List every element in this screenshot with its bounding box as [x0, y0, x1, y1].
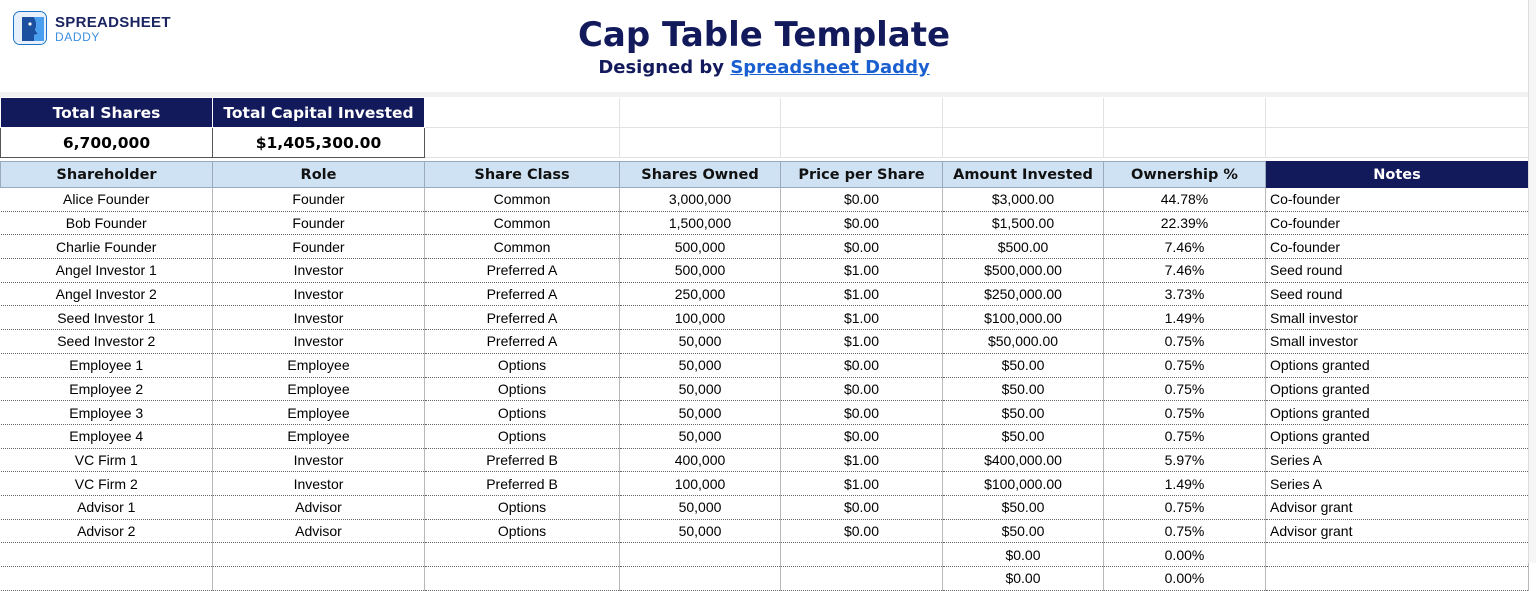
empty-cell[interactable] [620, 98, 781, 128]
cell-role[interactable]: Investor [213, 448, 425, 472]
empty-cell[interactable] [781, 98, 943, 128]
cell-amount-invested[interactable]: $50.00 [943, 377, 1104, 401]
table-row [1, 330, 1529, 354]
total-capital-value[interactable]: $1,405,300.00 [213, 128, 425, 158]
column-header-row [1, 162, 1529, 188]
cell-role[interactable]: Advisor [213, 519, 425, 543]
cell-shareholder[interactable]: Angel Investor 2 [1, 282, 213, 306]
cell-price-per-share[interactable]: $0.00 [781, 401, 943, 425]
cell-notes[interactable]: Small investor [1266, 330, 1529, 354]
cell-price-per-share[interactable] [781, 567, 943, 591]
cell-share-class[interactable]: Options [425, 401, 620, 425]
cell-amount-invested[interactable]: $50.00 [943, 353, 1104, 377]
table-row [1, 519, 1529, 543]
total-shares-label: Total Shares [1, 98, 213, 128]
cell-role[interactable]: Investor [213, 472, 425, 496]
cell-notes[interactable]: Advisor grant [1266, 495, 1529, 519]
col-header-share-class[interactable]: Share Class [425, 162, 620, 188]
cell-notes[interactable]: Co-founder [1266, 188, 1529, 212]
cell-amount-invested[interactable]: $500.00 [943, 235, 1104, 259]
table-row [1, 377, 1529, 401]
cell-ownership[interactable]: 0.00% [1104, 567, 1266, 591]
col-header-shares-owned[interactable]: Shares Owned [620, 162, 781, 188]
cell-ownership[interactable]: 1.49% [1104, 306, 1266, 330]
cell-price-per-share[interactable]: $0.00 [781, 495, 943, 519]
cell-shares-owned[interactable]: 500,000 [620, 259, 781, 283]
cell-role[interactable]: Employee [213, 353, 425, 377]
cell-shares-owned[interactable]: 100,000 [620, 472, 781, 496]
empty-cell[interactable] [781, 128, 943, 158]
cell-shares-owned[interactable] [620, 567, 781, 591]
cell-notes[interactable]: Options granted [1266, 377, 1529, 401]
cell-shareholder[interactable]: VC Firm 2 [1, 472, 213, 496]
cell-shareholder[interactable]: VC Firm 1 [1, 448, 213, 472]
cell-shareholder[interactable]: Employee 3 [1, 401, 213, 425]
cell-shares-owned[interactable]: 250,000 [620, 282, 781, 306]
empty-cell[interactable] [1104, 128, 1266, 158]
cell-shares-owned[interactable]: 50,000 [620, 519, 781, 543]
total-capital-label: Total Capital Invested [213, 98, 425, 128]
cell-share-class[interactable]: Options [425, 519, 620, 543]
cell-price-per-share[interactable]: $0.00 [781, 235, 943, 259]
cell-role[interactable]: Employee [213, 377, 425, 401]
spreadsheet-daddy-link[interactable]: Spreadsheet Daddy [730, 57, 930, 78]
cell-shareholder[interactable]: Advisor 2 [1, 519, 213, 543]
cap-table [0, 161, 1529, 591]
cell-price-per-share[interactable]: $1.00 [781, 448, 943, 472]
cell-price-per-share[interactable]: $1.00 [781, 282, 943, 306]
page-header [0, 0, 1536, 96]
cell-ownership[interactable]: 7.46% [1104, 259, 1266, 283]
cell-role[interactable]: Investor [213, 259, 425, 283]
cell-shareholder[interactable]: Bob Founder [1, 211, 213, 235]
cell-shareholder[interactable]: Employee 4 [1, 424, 213, 448]
cell-shareholder[interactable]: Charlie Founder [1, 235, 213, 259]
cell-notes[interactable]: Options granted [1266, 424, 1529, 448]
cell-amount-invested[interactable]: $50,000.00 [943, 330, 1104, 354]
col-header-shareholder[interactable]: Shareholder [1, 162, 213, 188]
col-header-notes[interactable]: Notes [1266, 162, 1529, 188]
table-row [1, 188, 1529, 212]
table-row [1, 306, 1529, 330]
cell-price-per-share[interactable]: $0.00 [781, 519, 943, 543]
cell-notes[interactable]: Options granted [1266, 401, 1529, 425]
cell-price-per-share[interactable]: $1.00 [781, 330, 943, 354]
cell-shares-owned[interactable]: 50,000 [620, 330, 781, 354]
cell-notes[interactable]: Advisor grant [1266, 519, 1529, 543]
cell-share-class[interactable]: Options [425, 377, 620, 401]
table-row [1, 353, 1529, 377]
cell-shareholder[interactable]: Employee 1 [1, 353, 213, 377]
cell-ownership[interactable]: 0.75% [1104, 495, 1266, 519]
cell-price-per-share[interactable]: $1.00 [781, 306, 943, 330]
empty-cell[interactable] [425, 98, 620, 128]
cell-notes[interactable]: Options granted [1266, 353, 1529, 377]
cell-share-class[interactable]: Preferred A [425, 282, 620, 306]
empty-cell[interactable] [1266, 98, 1529, 128]
empty-cell[interactable] [943, 128, 1104, 158]
cell-notes[interactable] [1266, 567, 1529, 591]
cell-ownership[interactable]: 1.49% [1104, 472, 1266, 496]
cell-share-class[interactable] [425, 567, 620, 591]
cell-shares-owned[interactable]: 50,000 [620, 424, 781, 448]
cell-amount-invested[interactable]: $0.00 [943, 543, 1104, 567]
cell-shareholder[interactable]: Employee 2 [1, 377, 213, 401]
cell-amount-invested[interactable]: $100,000.00 [943, 472, 1104, 496]
cell-notes[interactable]: Series A [1266, 472, 1529, 496]
logo-text-spreadsheet: SPREADSHEET [55, 14, 171, 31]
cell-share-class[interactable]: Preferred B [425, 472, 620, 496]
empty-cell[interactable] [620, 128, 781, 158]
cell-amount-invested[interactable]: $100,000.00 [943, 306, 1104, 330]
table-row [1, 401, 1529, 425]
cell-price-per-share[interactable]: $0.00 [781, 211, 943, 235]
cell-shares-owned[interactable]: 100,000 [620, 306, 781, 330]
table-row [1, 259, 1529, 283]
col-header-role[interactable]: Role [213, 162, 425, 188]
table-row [1, 567, 1529, 591]
cell-shareholder[interactable]: Alice Founder [1, 188, 213, 212]
cell-amount-invested[interactable]: $500,000.00 [943, 259, 1104, 283]
cell-amount-invested[interactable]: $1,500.00 [943, 211, 1104, 235]
cell-share-class[interactable]: Preferred A [425, 259, 620, 283]
scrollbar-track[interactable] [1528, 0, 1536, 563]
cell-notes[interactable]: Small investor [1266, 306, 1529, 330]
cell-notes[interactable]: Series A [1266, 448, 1529, 472]
table-row [1, 282, 1529, 306]
summary-table [0, 97, 1529, 158]
cell-shares-owned[interactable]: 500,000 [620, 235, 781, 259]
col-header-price-per-share[interactable]: Price per Share [781, 162, 943, 188]
cell-ownership[interactable]: 3.73% [1104, 282, 1266, 306]
cell-shares-owned[interactable]: 1,500,000 [620, 211, 781, 235]
cell-ownership[interactable]: 0.75% [1104, 519, 1266, 543]
empty-cell[interactable] [943, 98, 1104, 128]
cell-ownership[interactable]: 7.46% [1104, 235, 1266, 259]
table-row [1, 211, 1529, 235]
cell-role[interactable]: Founder [213, 188, 425, 212]
cell-role[interactable]: Employee [213, 424, 425, 448]
cell-role[interactable]: Founder [213, 235, 425, 259]
cell-price-per-share[interactable]: $0.00 [781, 188, 943, 212]
cell-ownership[interactable]: 0.75% [1104, 424, 1266, 448]
cell-role[interactable] [213, 567, 425, 591]
cell-ownership[interactable]: 5.97% [1104, 448, 1266, 472]
cell-share-class[interactable]: Preferred B [425, 448, 620, 472]
cell-price-per-share[interactable]: $1.00 [781, 259, 943, 283]
empty-cell[interactable] [1104, 98, 1266, 128]
cell-price-per-share[interactable]: $0.00 [781, 353, 943, 377]
table-row [1, 448, 1529, 472]
cell-ownership[interactable]: 0.75% [1104, 330, 1266, 354]
cell-amount-invested[interactable]: $0.00 [943, 567, 1104, 591]
cell-shareholder[interactable]: Advisor 1 [1, 495, 213, 519]
cell-amount-invested[interactable]: $50.00 [943, 424, 1104, 448]
cell-shareholder[interactable]: Seed Investor 1 [1, 306, 213, 330]
cell-role[interactable]: Advisor [213, 495, 425, 519]
cell-amount-invested[interactable]: $50.00 [943, 519, 1104, 543]
cell-share-class[interactable]: Common [425, 211, 620, 235]
table-row [1, 495, 1529, 519]
cell-shares-owned[interactable]: 50,000 [620, 495, 781, 519]
subtitle-prefix: Designed by [598, 57, 725, 78]
cell-notes[interactable]: Co-founder [1266, 235, 1529, 259]
empty-cell[interactable] [1266, 128, 1529, 158]
cell-amount-invested[interactable]: $50.00 [943, 401, 1104, 425]
cell-amount-invested[interactable]: $400,000.00 [943, 448, 1104, 472]
cell-share-class[interactable]: Options [425, 353, 620, 377]
cell-amount-invested[interactable]: $50.00 [943, 495, 1104, 519]
table-row [1, 424, 1529, 448]
cell-share-class[interactable]: Preferred A [425, 330, 620, 354]
cell-ownership[interactable]: 44.78% [1104, 188, 1266, 212]
cell-share-class[interactable]: Options [425, 424, 620, 448]
cell-shareholder[interactable]: Seed Investor 2 [1, 330, 213, 354]
cell-ownership[interactable]: 0.00% [1104, 543, 1266, 567]
cell-role[interactable]: Investor [213, 306, 425, 330]
page-subtitle [0, 57, 1528, 78]
cell-notes[interactable]: Co-founder [1266, 211, 1529, 235]
cell-amount-invested[interactable]: $250,000.00 [943, 282, 1104, 306]
cell-shares-owned[interactable]: 3,000,000 [620, 188, 781, 212]
cell-share-class[interactable]: Preferred A [425, 306, 620, 330]
cell-ownership[interactable]: 0.75% [1104, 377, 1266, 401]
cell-shares-owned[interactable]: 50,000 [620, 377, 781, 401]
total-shares-value[interactable]: 6,700,000 [1, 128, 213, 158]
col-header-amount-invested[interactable]: Amount Invested [943, 162, 1104, 188]
cell-shareholder[interactable] [1, 567, 213, 591]
cell-price-per-share[interactable]: $0.00 [781, 424, 943, 448]
cell-share-class[interactable]: Common [425, 235, 620, 259]
cell-role[interactable]: Employee [213, 401, 425, 425]
cell-price-per-share[interactable]: $1.00 [781, 472, 943, 496]
table-row [1, 472, 1529, 496]
cell-share-class[interactable]: Options [425, 495, 620, 519]
cell-amount-invested[interactable]: $3,000.00 [943, 188, 1104, 212]
cell-notes[interactable]: Seed round [1266, 259, 1529, 283]
table-row [1, 235, 1529, 259]
cell-shares-owned[interactable]: 400,000 [620, 448, 781, 472]
cell-price-per-share[interactable]: $0.00 [781, 377, 943, 401]
cell-role[interactable]: Investor [213, 330, 425, 354]
logo-text-daddy: DADDY [55, 30, 101, 44]
cell-ownership[interactable]: 22.39% [1104, 211, 1266, 235]
cap-table-body [1, 188, 1529, 591]
cell-share-class[interactable]: Common [425, 188, 620, 212]
page-title: Cap Table Template [577, 15, 951, 55]
cell-shares-owned[interactable]: 50,000 [620, 353, 781, 377]
cell-notes[interactable]: Seed round [1266, 282, 1529, 306]
cell-shares-owned[interactable]: 50,000 [620, 401, 781, 425]
cell-ownership[interactable]: 0.75% [1104, 353, 1266, 377]
cell-ownership[interactable]: 0.75% [1104, 401, 1266, 425]
cell-shareholder[interactable]: Angel Investor 1 [1, 259, 213, 283]
empty-cell[interactable] [425, 128, 620, 158]
col-header-ownership[interactable]: Ownership % [1104, 162, 1266, 188]
cell-role[interactable]: Investor [213, 282, 425, 306]
cell-role[interactable]: Founder [213, 211, 425, 235]
